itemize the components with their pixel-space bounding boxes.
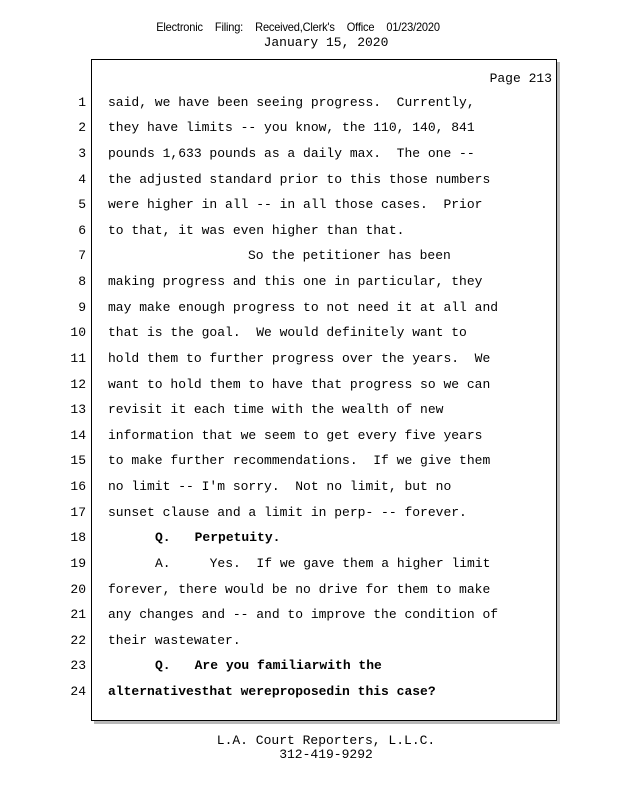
line-number: 9 [78, 300, 86, 315]
transcript-line: may make enough progress to not need it at all and [108, 300, 499, 315]
transcript-line: no limit -- I'm sorry. Not no limit, but no [108, 479, 452, 494]
transcript-line: sunset clause and a limit in perp- -- forever. [108, 505, 467, 520]
transcript-line: said, we have been seeing progress. Currently, [108, 95, 475, 110]
question-line: alternativesthat wereproposedin this case? [108, 684, 436, 699]
line-number: 23 [70, 658, 86, 673]
transcript-line: So the petitioner has been [248, 248, 451, 263]
line-number: 11 [70, 351, 86, 366]
line-number: 13 [70, 402, 86, 417]
transcript-line: hold them to further progress over the years. We [108, 351, 491, 366]
filing-stamp: Electronic Filing: Received,Clerk's Office 01/23/2020 [156, 20, 440, 34]
reporter-phone: 312-419-9292 [279, 747, 373, 762]
transcript-line: information that we seem to get every five years [108, 428, 483, 443]
line-number: 22 [70, 633, 86, 648]
question-text: Are you familiarwith the [194, 658, 382, 673]
transcript-line: any changes and -- and to improve the condition of [108, 607, 499, 622]
question-marker: Q. [155, 530, 171, 545]
line-number: 5 [78, 197, 86, 212]
line-number: 7 [78, 248, 86, 263]
line-number: 14 [70, 428, 86, 443]
line-number: 16 [70, 479, 86, 494]
transcript-line: pounds 1,633 pounds as a daily max. The one -- [108, 146, 475, 161]
transcript-line: want to hold them to have that progress so we can [108, 377, 491, 392]
transcript-line: to make further recommendations. If we give them [108, 453, 491, 468]
answer-line: A. Yes. If we gave them a higher limit [155, 556, 491, 571]
line-number: 10 [70, 325, 86, 340]
transcript-line: to that, it was even higher than that. [108, 223, 405, 238]
line-number: 2 [78, 120, 86, 135]
line-number: 19 [70, 556, 86, 571]
transcript-line: were higher in all -- in all those cases. Prior [108, 197, 483, 212]
question-text: Perpetuity. [194, 530, 281, 545]
line-number: 3 [78, 146, 86, 161]
transcript-line: that is the goal. We would definitely want to [108, 325, 467, 340]
transcript-line: the adjusted standard prior to this those numbers [108, 172, 491, 187]
line-number: 21 [70, 607, 86, 622]
transcript-date: January 15, 2020 [263, 35, 389, 50]
transcript-line: they have limits -- you know, the 110, 140, 841 [108, 120, 475, 135]
question-marker: Q. [155, 658, 171, 673]
reporter-name: L.A. Court Reporters, L.L.C. [216, 733, 436, 748]
page-number: Page 213 [489, 71, 552, 86]
line-number: 8 [78, 274, 86, 289]
transcript-line: revisit it each time with the wealth of new [108, 402, 444, 417]
line-number: 15 [70, 453, 86, 468]
line-number: 18 [70, 530, 86, 545]
line-number: 12 [70, 377, 86, 392]
question-line [155, 658, 595, 674]
line-number: 20 [70, 582, 86, 597]
line-number: 4 [78, 172, 86, 187]
transcript-line: making progress and this one in particular, they [108, 274, 483, 289]
line-number: 1 [78, 95, 86, 110]
line-number: 24 [70, 684, 86, 699]
transcript-line: forever, there would be no drive for them to make [108, 582, 491, 597]
transcript-line: their wastewater. [108, 633, 241, 648]
question-line [155, 530, 595, 546]
line-number: 6 [78, 223, 86, 238]
line-number: 17 [70, 505, 86, 520]
